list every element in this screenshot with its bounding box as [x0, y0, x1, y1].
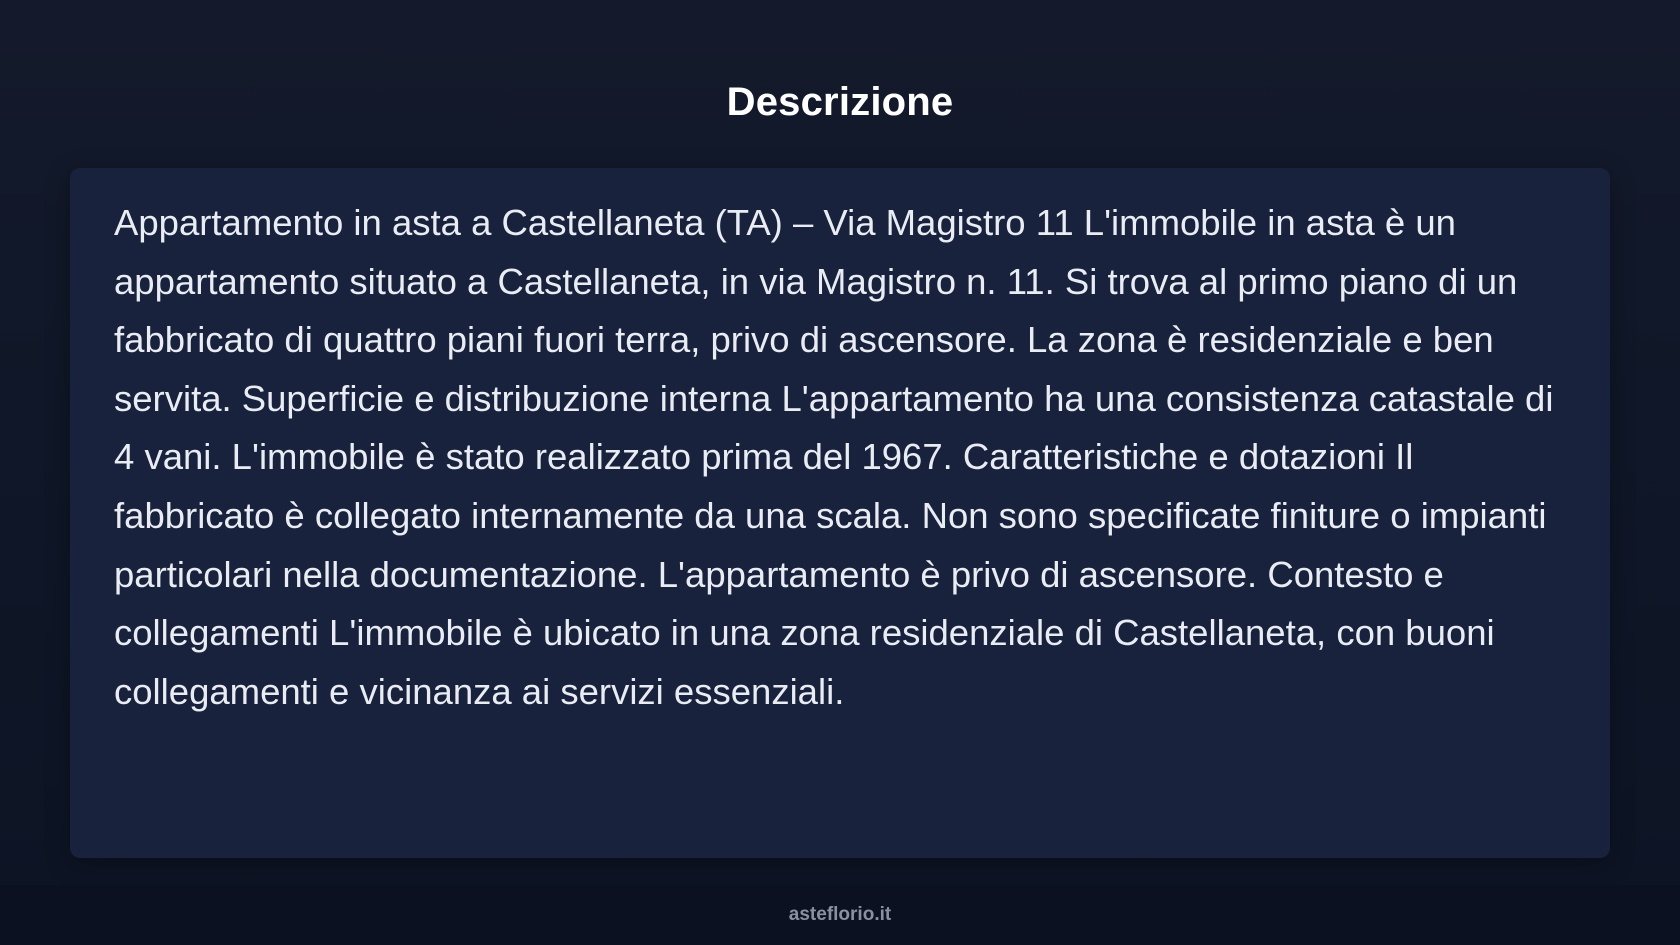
footer	[0, 885, 1680, 945]
page-title: Descrizione	[726, 80, 954, 124]
description-card	[70, 168, 1610, 858]
footer-site-name: asteflorio.it	[788, 904, 892, 925]
description-text: Appartamento in asta a Castellaneta (TA) – Via Magistro 11 L'immobile in asta è un appartamento situato a Castellaneta, in via Magistro n. 11. Si trova al primo piano di un fabbricato di quattro piani fuori terra, privo di ascensore. La zona è residenziale e ben servita. Superficie e distribuzione interna L'appartamento ha una consistenza catastale di 4 vani. L'immobile è stato realizzato prima del 1967. Caratteristiche e dotazioni Il fabbricato è collegato internamente da una scala. Non sono specificate finiture o impianti particolari nella documentazione. L'appartamento è privo di ascensore. Contesto e collegamenti L'immobile è ubicato in una zona residenziale di Castellaneta, con buoni collegamenti e vicinanza ai servizi essenziali.	[114, 202, 1554, 712]
